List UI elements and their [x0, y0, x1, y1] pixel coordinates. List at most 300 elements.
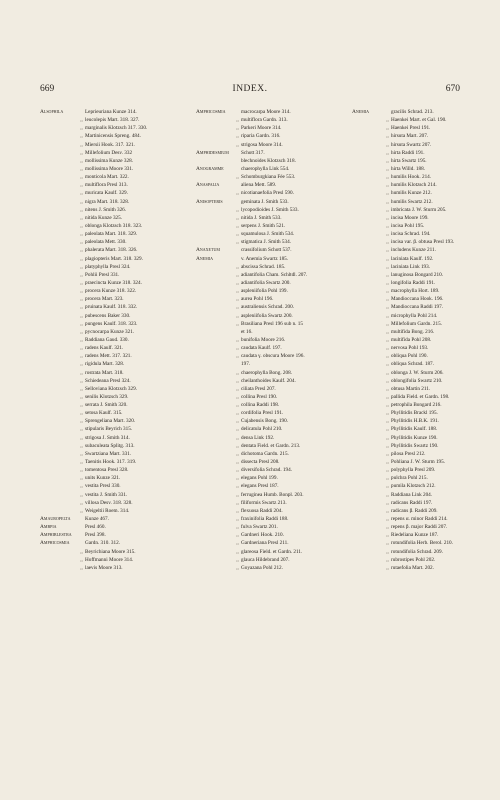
genus-label: [352, 344, 384, 352]
genus-label: [352, 303, 384, 311]
index-entry: [40, 482, 192, 490]
ditto-mark: ,,: [80, 174, 83, 181]
entry-text: multiflora Gardn. 313.: [241, 117, 288, 124]
entry-text: Martinicensis Spreng. 484.: [85, 133, 141, 140]
index-column-2: [196, 108, 348, 572]
entry-text: pallida Field. et Gardn. 198.: [391, 393, 450, 400]
genus-label: [196, 507, 234, 515]
entry-text: gracilis Schrad. 213.: [391, 109, 434, 115]
genus-label: [40, 352, 78, 360]
entry-text: procera Mart. 323.: [85, 296, 124, 303]
index-entry: [196, 556, 348, 564]
entry-text: Weigeltii Roem. 314.: [85, 507, 130, 514]
index-entry: [40, 222, 192, 230]
ditto-mark: ,,: [386, 312, 389, 319]
index-entry: [352, 246, 468, 254]
entry-text: squamulosa J. Smith 534.: [241, 231, 295, 238]
ditto-mark: ,,: [80, 296, 83, 303]
index-entry: [352, 165, 468, 173]
genus-label: Amauropelta: [40, 516, 71, 523]
genus-label: [352, 165, 384, 173]
entry-text: paleolata Mett. 330.: [85, 239, 127, 246]
entry-text: Phyllitidis Kunze 190.: [391, 434, 438, 441]
genus-label: [352, 401, 384, 409]
ditto-mark: ,,: [80, 483, 83, 490]
entry-text: cordifolia Presl 191.: [241, 410, 284, 417]
index-entry: [40, 320, 192, 328]
index-entry: [352, 369, 468, 377]
entry-text: nitida Kunze 325.: [85, 214, 123, 221]
index-entry: [196, 539, 348, 547]
genus-label: [352, 116, 384, 124]
ditto-mark: ,,: [80, 410, 83, 417]
index-entry: [352, 434, 468, 442]
entry-text: Gardneri Hook. 210.: [241, 532, 284, 539]
ditto-mark: ,,: [80, 426, 83, 433]
entry-text: nigra Mart. 318. 328.: [85, 198, 130, 205]
genus-label: [352, 271, 384, 279]
entry-text: Sprengeliana Mart. 320.: [85, 418, 136, 425]
index-entry: [352, 198, 468, 206]
entry-text: rutaefolia Mart. 202.: [391, 564, 434, 571]
entry-text: setosa Kaulf. 315.: [85, 410, 123, 417]
genus-label: Anaxetum: [196, 247, 220, 254]
entry-text: hirsuta Mart. 207.: [391, 133, 429, 140]
index-entry: [352, 320, 468, 328]
ditto-mark: ,,: [236, 353, 239, 360]
genus-label: [40, 507, 78, 515]
genus-label: [352, 450, 384, 458]
index-entry: [40, 230, 192, 238]
genus-label: [40, 124, 78, 132]
entry-text: Presl 460.: [85, 524, 106, 531]
genus-label: [196, 295, 234, 303]
index-entry: [196, 377, 348, 385]
ditto-mark: ,,: [386, 516, 389, 523]
ditto-mark: ,,: [236, 442, 239, 449]
index-entry: [40, 246, 192, 254]
ditto-mark: ,,: [80, 247, 83, 254]
entry-text: Haenkei Mart. et Gal. 190.: [391, 117, 447, 124]
index-entry: [196, 450, 348, 458]
genus-label: [352, 458, 384, 466]
genus-label: [40, 450, 78, 458]
genus-label: [352, 157, 384, 165]
index-entry: [40, 132, 192, 140]
entry-text: nitens J. Smith 326.: [85, 206, 127, 213]
entry-text: Gardneriana Presl 211.: [241, 540, 289, 547]
ditto-mark: ,,: [80, 222, 83, 229]
entry-text: humilis Hook. 214.: [391, 174, 432, 181]
ditto-mark: ,,: [386, 499, 389, 506]
entry-text: hirsuta Swartz 207.: [391, 141, 432, 148]
genus-label: [40, 425, 78, 433]
ditto-mark: ,,: [386, 279, 389, 286]
entry-text: Brasiliana Presl 196 sub n. 15: [241, 320, 303, 327]
entry-text: incisa var. β. obtusa Presl 193.: [391, 239, 455, 246]
genus-label: [196, 344, 234, 352]
genus-label: [196, 442, 234, 450]
index-entry: [196, 108, 348, 116]
index-entry: [352, 263, 468, 271]
ditto-mark: ,,: [236, 499, 239, 506]
index-entry: [196, 157, 348, 165]
ditto-mark: ,,: [236, 507, 239, 514]
entry-text: dichotoma Gardn. 215.: [241, 450, 289, 457]
genus-label: [352, 263, 384, 271]
entry-text: praecincta Kunze 318. 324.: [85, 279, 142, 286]
entry-text: bunifolia Moore 216.: [241, 336, 286, 343]
ditto-mark: ,,: [386, 247, 389, 254]
index-entry: [196, 491, 348, 499]
genus-label: [40, 548, 78, 556]
genus-label: [196, 279, 234, 287]
entry-text: repens β. major Raddi 207.: [391, 524, 448, 531]
entry-text: riparia Gardn. 316.: [241, 133, 281, 140]
genus-label: [40, 116, 78, 124]
genus-label: Amphiblestra: [40, 532, 72, 539]
index-entry: [40, 173, 192, 181]
genus-label: [40, 141, 78, 149]
entry-text: densa Link 192.: [241, 434, 275, 441]
genus-label: [352, 531, 384, 539]
entry-text: oblonga J. W. Sturm 206.: [391, 369, 444, 376]
genus-label: [40, 230, 78, 238]
entry-text: hirta Raddi 191.: [391, 149, 425, 156]
entry-text: incisa Moore 199.: [391, 214, 429, 221]
ditto-mark: ,,: [386, 475, 389, 482]
entry-text: monticola Mart. 322.: [85, 174, 129, 181]
index-entry: [40, 344, 192, 352]
ditto-mark: ,,: [80, 385, 83, 392]
entry-text: Mandioccana Hook. 196.: [391, 296, 444, 303]
ditto-mark: ,,: [236, 524, 239, 531]
ditto-mark: ,,: [236, 548, 239, 555]
genus-label: [196, 271, 234, 279]
genus-label: [352, 141, 384, 149]
index-entry: [352, 230, 468, 238]
entry-text: mollissima Moore 331.: [85, 165, 134, 172]
entry-text: chaerophylla Bong. 208.: [241, 369, 292, 376]
entry-text: incisa Pohl 195.: [391, 222, 425, 229]
entry-text: radicans Raddi 197.: [391, 499, 433, 506]
entry-text: polyphylla Presl 209.: [391, 467, 436, 474]
ditto-mark: ,,: [386, 556, 389, 563]
index-entry: [196, 515, 348, 523]
entry-text: Phyllitidis Brackl 195.: [391, 410, 438, 417]
entry-text: et 16.: [241, 328, 253, 335]
genus-label: [352, 149, 384, 157]
entry-text: Taenitis Hook. 317. 319.: [85, 459, 137, 466]
genus-label: [352, 499, 384, 507]
ditto-mark: ,,: [386, 263, 389, 270]
entry-text: pilosa Presl 212.: [391, 450, 426, 457]
index-entry: [196, 442, 348, 450]
ditto-mark: ,,: [80, 459, 83, 466]
ditto-mark: ,,: [386, 442, 389, 449]
entry-text: lanuginosa Bongard 210.: [391, 271, 444, 278]
entry-text: elegans Pohl 199.: [241, 475, 278, 482]
ditto-mark: ,,: [386, 198, 389, 205]
ditto-mark: ,,: [386, 157, 389, 164]
entry-text: Riedeliana Kunze 187.: [391, 532, 439, 539]
index-entry: [40, 214, 192, 222]
entry-text: laevis Moore 313.: [85, 564, 123, 571]
entry-text: humilis Kunze 212.: [391, 190, 432, 197]
ditto-mark: ,,: [386, 507, 389, 514]
genus-label: [196, 377, 234, 385]
ditto-mark: ,,: [80, 402, 83, 409]
entry-text: adiantifolia Swartz 200.: [241, 279, 291, 286]
entry-text: incisa Schrad. 194.: [391, 231, 431, 238]
ditto-mark: ,,: [386, 524, 389, 531]
entry-text: repens α. minor Raddi 214.: [391, 516, 448, 523]
ditto-mark: ,,: [236, 491, 239, 498]
index-entry: [352, 222, 468, 230]
index-entry: [196, 238, 348, 246]
entry-text: glauca Hildebrand 207.: [241, 556, 290, 563]
ditto-mark: ,,: [236, 279, 239, 286]
ditto-mark: ,,: [236, 475, 239, 482]
index-entry: [352, 344, 468, 352]
genus-label: [196, 312, 234, 320]
ditto-mark: ,,: [80, 499, 83, 506]
ditto-mark: ,,: [80, 133, 83, 140]
index-entry: [352, 507, 468, 515]
genus-label: [196, 214, 234, 222]
index-entry: [40, 401, 192, 409]
genus-label: [352, 287, 384, 295]
genus-label: [196, 499, 234, 507]
entry-text: microphylla Pohl 214.: [391, 312, 438, 319]
genus-label: [352, 181, 384, 189]
genus-label: [352, 295, 384, 303]
genus-label: [196, 360, 234, 368]
entry-text: caudata γ. obscura Moore 196.: [241, 353, 305, 360]
index-entry: [40, 458, 192, 466]
entry-text: radens Kaulf. 321.: [85, 345, 124, 352]
index-entry: [40, 279, 192, 287]
ditto-mark: ,,: [236, 564, 239, 571]
index-entry: [40, 263, 192, 271]
ditto-mark: ,,: [236, 459, 239, 466]
genus-label: [352, 230, 384, 238]
genus-label: [352, 312, 384, 320]
ditto-mark: ,,: [80, 263, 83, 270]
ditto-mark: ,,: [80, 369, 83, 376]
index-entry: [352, 482, 468, 490]
genus-label: [40, 328, 78, 336]
genus-label: Anogramme: [196, 165, 224, 172]
ditto-mark: ,,: [386, 402, 389, 409]
ditto-mark: ,,: [80, 361, 83, 368]
index-entry: [40, 238, 192, 246]
genus-label: [40, 263, 78, 271]
genus-label: [196, 263, 234, 271]
ditto-mark: ,,: [80, 157, 83, 164]
ditto-mark: ,,: [236, 385, 239, 392]
index-entry: [196, 271, 348, 279]
ditto-mark: ,,: [80, 165, 83, 172]
ditto-mark: ,,: [386, 165, 389, 172]
entry-text: ferruginea Humb. Bonpl. 203.: [241, 491, 304, 498]
entry-text: stigmatica J. Smith 534.: [241, 239, 292, 246]
genus-label: [352, 255, 384, 263]
genus-label: [352, 442, 384, 450]
ditto-mark: ,,: [386, 450, 389, 457]
ditto-mark: ,,: [386, 320, 389, 327]
index-entry: [196, 499, 348, 507]
ditto-mark: ,,: [386, 426, 389, 433]
index-entry: [40, 442, 192, 450]
index-entry: [352, 539, 468, 547]
index-entry: [352, 238, 468, 246]
entry-text: platyphylla Presl 324.: [85, 263, 131, 270]
index-entry: [196, 141, 348, 149]
entry-text: nitida J. Smith 533.: [241, 214, 282, 221]
ditto-mark: [234, 157, 241, 165]
entry-text: plagiopteris Mart. 318. 329.: [85, 255, 143, 262]
index-entry: [352, 108, 468, 116]
index-entry: [40, 352, 192, 360]
entry-text: stipularis Beyrich 315.: [85, 426, 133, 433]
ditto-mark: ,,: [80, 190, 83, 197]
genus-label: [196, 385, 234, 393]
entry-text: rotundifolia Herb. Berol. 210.: [391, 540, 453, 547]
ditto-mark: ,,: [386, 336, 389, 343]
genus-label: [40, 303, 78, 311]
ditto-mark: ,,: [236, 271, 239, 278]
index-entry: [352, 255, 468, 263]
genus-label: [196, 539, 234, 547]
ditto-mark: ,,: [386, 369, 389, 376]
entry-text: australiensis Schrad. 200.: [241, 304, 295, 311]
entry-text: multiflora Presl 313.: [85, 182, 128, 189]
index-entry: [40, 409, 192, 417]
genus-label: [40, 393, 78, 401]
index-entry: [196, 206, 348, 214]
genus-label: [352, 548, 384, 556]
entry-text: units Kunze 321.: [85, 475, 121, 482]
ditto-mark: ,,: [236, 556, 239, 563]
entry-text: abscissa Schrad. 185.: [241, 263, 286, 270]
ditto-mark: ,,: [80, 231, 83, 238]
entry-text: villosa Desv. 318. 328.: [85, 499, 133, 506]
ditto-mark: ,,: [80, 214, 83, 221]
genus-label: [196, 531, 234, 539]
entry-text: Phyllitidis Kaulf. 188.: [391, 426, 438, 433]
ditto-mark: ,,: [80, 271, 83, 278]
ditto-mark: ,,: [386, 271, 389, 278]
entry-text: rotundifolia Schrad. 209.: [391, 548, 443, 555]
index-entry: [352, 295, 468, 303]
ditto-mark: ,,: [236, 377, 239, 384]
index-entry: [196, 198, 348, 206]
ditto-mark: ,,: [80, 206, 83, 213]
entry-text: humilis Swartz 212.: [391, 198, 433, 205]
index-entry: [40, 116, 192, 124]
entry-text: aspleniifolia Pohl 199.: [241, 288, 288, 295]
ditto-mark: ,,: [80, 393, 83, 400]
entry-text: laciniata Kaulf. 192.: [391, 255, 434, 262]
ditto-mark: ,,: [386, 410, 389, 417]
ditto-mark: ,,: [236, 450, 239, 457]
genus-label: [196, 401, 234, 409]
ditto-mark: ,,: [80, 475, 83, 482]
ditto-mark: ,,: [236, 393, 239, 400]
ditto-mark: [234, 328, 241, 336]
genus-label: [352, 564, 384, 572]
genus-label: [196, 132, 234, 140]
index-entry: [352, 181, 468, 189]
ditto-mark: ,,: [386, 361, 389, 368]
index-entry: [352, 450, 468, 458]
index-entry: [40, 141, 192, 149]
ditto-mark: ,,: [80, 320, 83, 327]
entry-text: Kunze 467.: [85, 516, 109, 523]
ditto-mark: ,,: [236, 410, 239, 417]
index-entry: [40, 434, 192, 442]
entry-text: serrata J. Smith 320.: [85, 402, 128, 409]
index-entry: [352, 466, 468, 474]
entry-text: aspleniifolia Swartz 200.: [241, 312, 293, 319]
ditto-mark: ,,: [386, 133, 389, 140]
entry-text: Millefolium Gardn. 215.: [391, 320, 443, 327]
index-entry: [352, 393, 468, 401]
ditto-mark: ,,: [386, 540, 389, 547]
ditto-mark: ,,: [80, 442, 83, 449]
entry-text: obliqua Pohl 190.: [391, 353, 428, 360]
entry-text: hirta Willd. 188.: [391, 165, 425, 172]
index-entry: [40, 312, 192, 320]
entry-text: collina Raddi 198.: [241, 402, 280, 409]
entry-text: pubescens Baker 330.: [85, 312, 131, 319]
entry-text: mollissima Kunze 328.: [85, 157, 133, 164]
ditto-mark: ,,: [80, 141, 83, 148]
entry-text: strigosa Moore 314.: [241, 141, 283, 148]
index-entry: [40, 149, 192, 157]
entry-text: paleolata Mart. 318. 329.: [85, 231, 138, 238]
index-entry: [196, 360, 348, 368]
ditto-mark: ,,: [386, 328, 389, 335]
ditto-mark: ,,: [236, 117, 239, 124]
index-entry: [196, 393, 348, 401]
ditto-mark: ,,: [236, 345, 239, 352]
index-entry: [40, 523, 192, 531]
ditto-mark: ,,: [80, 255, 83, 262]
genus-label: [352, 434, 384, 442]
ditto-mark: [234, 360, 241, 368]
genus-label: [40, 442, 78, 450]
genus-label: Anaspalia: [196, 182, 220, 189]
genus-label: [40, 173, 78, 181]
index-entry: [196, 255, 348, 263]
ditto-mark: ,,: [386, 296, 389, 303]
genus-label: [196, 369, 234, 377]
entry-text: Phyllitidis Swartz 190.: [391, 442, 439, 449]
entry-text: lycopodioides J. Smith 533.: [241, 206, 299, 213]
genus-label: [40, 401, 78, 409]
ditto-mark: ,,: [80, 328, 83, 335]
entry-text: delicatula Pohl 210.: [241, 426, 283, 433]
entry-text: dentata Field. et Gardn. 213.: [241, 442, 301, 449]
index-entry: [352, 141, 468, 149]
index-entry: [196, 352, 348, 360]
page-number-left: 669: [40, 84, 55, 94]
genus-label: [352, 189, 384, 197]
entry-text: collina Presl 190.: [241, 393, 278, 400]
genus-label: Amphicosmia: [196, 109, 226, 115]
